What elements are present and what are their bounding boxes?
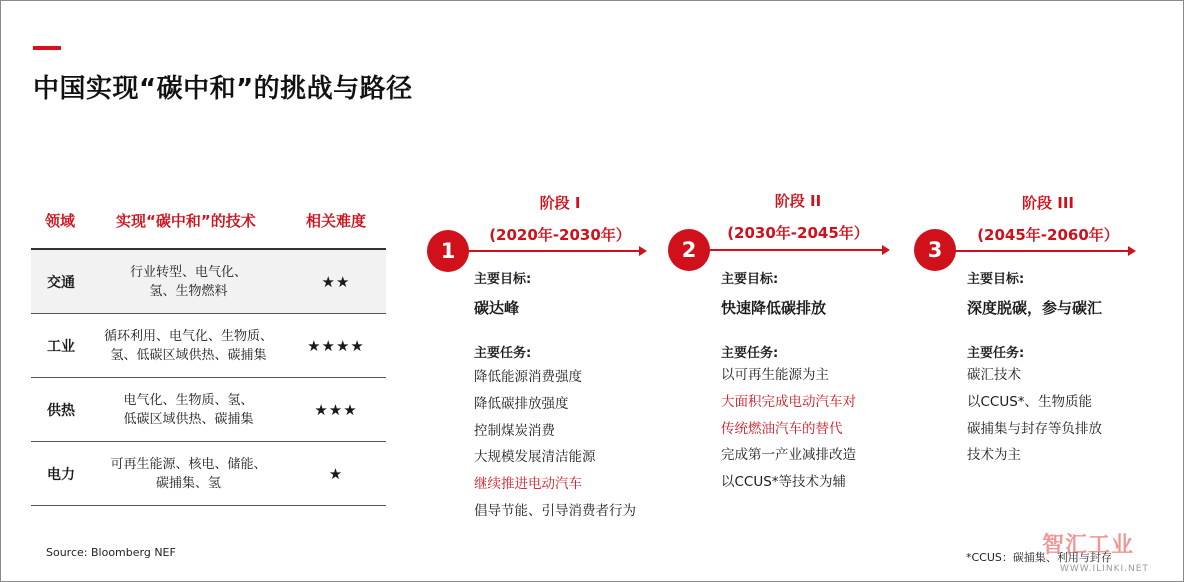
list-item-highlighted: 继续推进电动汽车 (474, 476, 582, 493)
stage-2-goal-label: 主要目标: (721, 272, 779, 287)
list-item: 倡导节能、引导消费者行为 (474, 502, 636, 519)
list-item: 控制煤炭消费 (474, 422, 555, 439)
list-item: 碳捕集与封存等负排放 (967, 420, 1102, 437)
stage-1-task-list (474, 364, 636, 525)
row-difficulty-stars: ★★★ (314, 400, 358, 419)
stage-1-name: 阶段 I (539, 194, 581, 212)
stage-3-goal: 深度脱碳，参与碳汇 (967, 299, 1103, 317)
watermark-logo: 智汇工业 (1042, 533, 1135, 558)
stage-3-goal-label: 主要目标: (967, 272, 1025, 287)
list-item-highlighted: 传统燃油汽车的替代 (721, 420, 843, 437)
header-technology: 实现“碳中和”的技术 (116, 212, 256, 230)
ccus-footnote: *CCUS：碳捕集、利用与封存 (966, 551, 1112, 564)
row-technology-text: 可再生能源、核电、储能、 碳捕集、氢 (110, 456, 267, 491)
table-row (31, 378, 386, 442)
row-technology (91, 442, 286, 505)
header-difficulty: 相关难度 (306, 212, 367, 230)
watermark-url: WWW.ILINKI.NET (1060, 564, 1149, 574)
stage-2-period: (2030年-2045年） (727, 224, 869, 242)
row-domain: 电力 (47, 466, 75, 483)
page-title: 中国实现“碳中和”的挑战与路径 (33, 74, 413, 104)
list-item: 碳汇技术 (967, 367, 1021, 383)
row-domain: 供热 (47, 402, 75, 419)
stage-1-period: (2020年-2030年） (489, 226, 631, 244)
stage-3-period: (2045年-2060年） (977, 226, 1119, 244)
stage-2-task-list (721, 362, 856, 496)
row-difficulty-stars: ★ (328, 464, 344, 483)
row-technology (91, 314, 286, 377)
title-accent-bar (33, 46, 61, 50)
stage-2-goal: 快速降低碳排放 (721, 299, 827, 317)
list-item: 以可再生能源为主 (721, 367, 829, 383)
row-difficulty-stars: ★★★★ (307, 336, 365, 355)
table-row (31, 250, 386, 314)
stage-2-number-badge: 2 (668, 229, 710, 271)
table-header (31, 200, 386, 250)
list-item: 降低碳排放强度 (474, 395, 569, 412)
header-domain: 领域 (45, 212, 76, 230)
stage-3-name: 阶段 III (1022, 194, 1074, 212)
stage-3-number-badge: 3 (914, 229, 956, 271)
stage-2-arrow (708, 249, 888, 251)
list-item: 技术为主 (967, 447, 1021, 464)
stage-2-name: 阶段 II (774, 192, 822, 210)
stage-1-task-label: 主要任务: (474, 346, 532, 361)
stage-2-task-label: 主要任务: (721, 346, 779, 361)
table-row (31, 442, 386, 506)
row-technology-text: 循环利用、电气化、生物质、 氢、低碳区域供热、碳捕集 (103, 328, 273, 363)
stage-3-arrow (954, 250, 1134, 252)
row-technology-text: 行业转型、电气化、 氢、生物燃料 (129, 264, 247, 299)
list-item: 降低能源消费强度 (474, 369, 582, 385)
list-item: 大规模发展清洁能源 (474, 449, 596, 466)
row-domain: 工业 (47, 338, 75, 355)
row-technology-text: 电气化、生物质、氢、 低碳区域供热、碳捕集 (123, 392, 254, 427)
list-item-highlighted: 大面积完成电动汽车对 (721, 393, 856, 410)
stage-1-goal-label: 主要目标: (474, 272, 532, 287)
source-note: Source: Bloomberg NEF (46, 546, 176, 559)
row-technology (91, 250, 286, 313)
table-row (31, 314, 386, 378)
stage-3-task-label: 主要任务: (967, 346, 1025, 361)
stage-3-task-list (967, 362, 1102, 469)
stage-1-number-badge: 1 (427, 230, 469, 272)
sector-table (31, 200, 386, 506)
stage-1-goal: 碳达峰 (474, 299, 520, 317)
row-technology (91, 378, 286, 441)
list-item: 完成第一产业减排改造 (721, 447, 856, 464)
row-difficulty-stars: ★★ (321, 272, 351, 291)
row-domain: 交通 (47, 274, 75, 291)
list-item: 以CCUS*等技术为辅 (721, 474, 847, 491)
list-item: 以CCUS*、生物质能 (967, 393, 1093, 410)
stage-1-arrow (467, 250, 645, 252)
